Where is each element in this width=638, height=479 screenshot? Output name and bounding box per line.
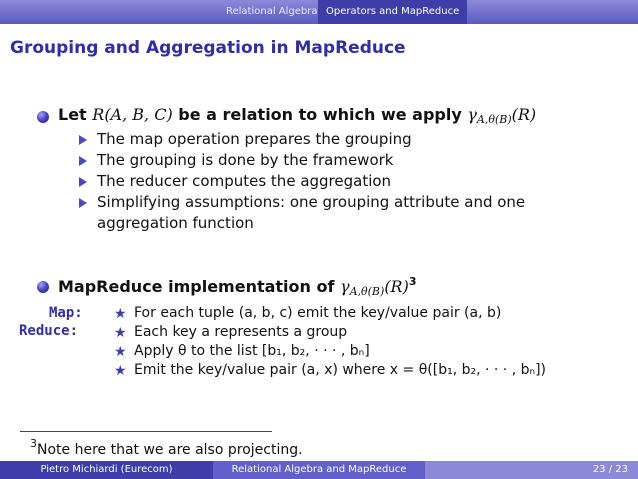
nav-section-link[interactable]: Relational Algebra (226, 6, 318, 17)
sub-item: Simplifying assumptions: one grouping attribute and one (97, 193, 526, 211)
reduce-label: Reduce: (19, 323, 79, 339)
reduce-step: Emit the key/value pair (a, x) where x = θ([b₁, b₂, · · · , bₙ]) (134, 362, 546, 378)
footnote-mark[interactable]: 3 (408, 275, 417, 288)
bullet-text-pre: Let (58, 105, 93, 124)
footnote-number: 3 (30, 437, 37, 450)
star-bullet-icon: ★ (114, 325, 127, 341)
sub-item: The reducer computes the aggregation (97, 172, 392, 190)
bullet-text-mid: be a relation to which we apply (172, 105, 468, 124)
triangle-bullet-icon (79, 198, 87, 208)
gamma-symbol: γ (467, 105, 477, 124)
bullet2-text: MapReduce implementation of (58, 277, 341, 296)
gamma-argument: (R) (384, 277, 409, 296)
footer-author: Pietro Michiardi (Eurecom) (0, 461, 213, 479)
page-number: 23 / 23 (425, 461, 638, 479)
footer-bar (0, 461, 638, 479)
gamma-argument: (R) (511, 105, 537, 124)
map-label: Map: (49, 305, 83, 321)
triangle-bullet-icon (79, 177, 87, 187)
sub-item-continuation: aggregation function (97, 214, 254, 232)
footnote-divider (20, 431, 272, 432)
star-bullet-icon: ★ (114, 306, 127, 322)
bullet-icon (37, 281, 49, 293)
top-navigation (0, 0, 638, 24)
bullet-item-relation (58, 105, 536, 126)
footnote (30, 437, 303, 458)
gamma-subscript: A,θ(B) (476, 113, 512, 126)
map-step: For each tuple (a, b, c) emit the key/value pair (a, b) (134, 305, 502, 321)
reduce-step: Each key a represents a group (134, 324, 348, 340)
sub-item: The map operation prepares the grouping (97, 130, 412, 148)
reduce-step: Apply θ to the list [b₁, b₂, · · · , bₙ] (134, 343, 370, 359)
star-bullet-icon: ★ (114, 344, 127, 360)
star-bullet-icon: ★ (114, 363, 127, 379)
gamma-symbol: γ (340, 277, 350, 296)
triangle-bullet-icon (79, 156, 87, 166)
sub-item: The grouping is done by the framework (97, 151, 394, 169)
slide-title: Grouping and Aggregation in MapReduce (10, 38, 406, 58)
triangle-bullet-icon (79, 135, 87, 145)
relation-symbol: R(A, B, C) (92, 105, 173, 124)
gamma-subscript: A,θ(B) (349, 285, 385, 298)
bullet-item-implementation (58, 275, 417, 298)
footer-title: Relational Algebra and MapReduce (213, 461, 425, 479)
bullet-icon (37, 111, 49, 123)
footnote-text: Note here that we are also projecting. (37, 442, 303, 458)
nav-subsection-link[interactable]: Operators and MapReduce (318, 0, 467, 24)
